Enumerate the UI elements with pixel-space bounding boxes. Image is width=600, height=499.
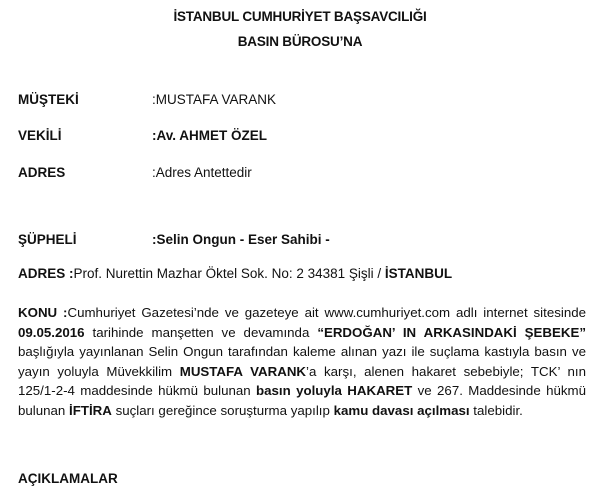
subject-text: ve 267. Maddesinde hükmü bulunan (18, 383, 586, 418)
suspect-address-row (18, 266, 452, 281)
suspect-address-value: Prof. Nurettin Mazhar Öktel Sok. No: 2 34381 Şişli / (73, 266, 385, 281)
addressee-title: İSTANBUL CUMHURİYET BAŞSAVCILIĞI (173, 9, 427, 24)
address-label: ADRES (18, 165, 66, 180)
addressee-subtitle: BASIN BÜROSU’NA (237, 34, 363, 49)
public-case-request: kamu davası açılması (333, 402, 470, 418)
suspect-value: :Selin Ongun - Eser Sahibi - (152, 232, 330, 247)
publication-date: 09.05.2016 (18, 324, 85, 340)
subject-text: tarihinde manşetten ve devamında (84, 324, 318, 340)
complainant-label: MÜŞTEKİ (18, 92, 79, 107)
article-headline: “ERDOĞAN’ IN ARKASINDAKİ ŞEBEKE” (317, 324, 586, 340)
address-value: :Adres Antettedir (152, 165, 252, 180)
client-name: MUSTAFA VARANK (179, 363, 307, 379)
subject-text: talebidir. (469, 402, 523, 418)
suspect-address-city: İSTANBUL (384, 266, 453, 281)
subject-text: Cumhuriyet Gazetesi’nde ve gazeteye ait www.cumhuriyet.com adlı internet sitesinde (67, 305, 587, 320)
complainant-value: :MUSTAFA VARANK (152, 92, 277, 107)
subject-paragraph (18, 303, 586, 420)
offense-slander: İFTİRA (69, 402, 112, 418)
subject-text: ’a karşı, alenen hakaret sebebiyle; TCK’ nın 125/1-2-4 maddesinde hükmü bulunan (18, 363, 586, 398)
suspect-label: ŞÜPHELİ (18, 232, 77, 247)
offense-insult: basın yoluyla HAKARET (256, 383, 413, 398)
explanations-heading: AÇIKLAMALAR (18, 471, 118, 486)
suspect-address-label: ADRES : (18, 266, 74, 281)
subject-text: başlığıyla yayınlanan Selin Ongun tarafından kaleme alınan yazı ile suçlama kastıyla basın ve yayın yoluyla Müvekkilim (18, 344, 586, 379)
subject-label: KONU : (18, 305, 68, 320)
attorney-label: VEKİLİ (18, 128, 62, 143)
subject-text: suçları gereğince soruşturma yapılıp (111, 402, 334, 418)
attorney-value: :Av. AHMET ÖZEL (152, 128, 267, 143)
